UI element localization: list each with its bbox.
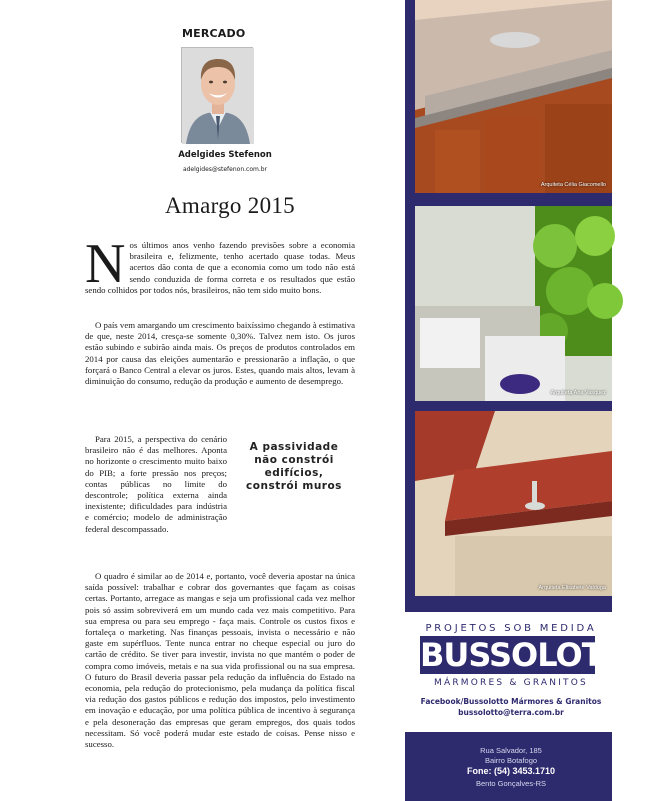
pull-quote: A passividade não constrói edifícios, constrói muros xyxy=(246,441,342,492)
ad-photo-1 xyxy=(415,0,612,193)
facebook-link[interactable]: Facebook/Bussolotto Mármores & Granitos xyxy=(420,697,602,706)
kitchen-photo-2 xyxy=(415,206,612,401)
kitchen-photo-3 xyxy=(415,411,612,596)
author-email[interactable]: adelgides@stefenon.com.br xyxy=(182,166,268,173)
brand-subtitle: MÁRMORES & GRANITOS xyxy=(434,678,588,688)
ad-photo-3 xyxy=(415,411,612,596)
ad-caption-3: Arquiteta Elisabete Valduga xyxy=(538,585,606,591)
ad-photo-2 xyxy=(415,206,612,401)
paragraph-1: Nos últimos anos venho fazendo previsões sobre a economia brasileira e, felizmente, tenho acertado quase todas. Meus acertos dão conta de que a economia como um todo não está sendo conduzida de forma correta e os resultados que estão sendo colhidos por todos nós, brasileiros, não tem sido muito bons. xyxy=(85,233,355,295)
ad-caption-1: Arquiteta Célia Giacomello xyxy=(540,182,606,188)
ad-email[interactable]: bussolotto@terra.com.br xyxy=(458,708,564,717)
paragraph-4: O quadro é similar ao de 2014 e, portanto, você deveria apostar na única saída possível: trabalhar e cobrar dos governantes que façam as coisas certas. Portanto, arregace as mangas e seja um profissional cada vez melhor pois só assim sobreviverá em um mundo cada vez mais competitivo. Para sua empresa ou para seu emprego - faça mais. Controle os custos fixos e fortaleça o marketing. Nas finanças pessoais, invista o necessário e não gaste em supérfluos. Tente nunca entrar no cheque especial ou juro do cartão de crédito. Se tiver para investir, invista no que mantém o poder de compra como imóveis, metais e na sua vida profissional ou na sua empresa. O futuro do Brasil deveria passar pela redução da influência do Estado na economia, pela redução do protecionismo, pela mudança da política fiscal via redução dos gastos públicos e redução dos impostos, pelo investimento em inovação e educação, por uma política pública de incentivo à segurança e pela desoneração das empresas que geram empregos, dos quais todos necessitam. Só você poderá mudar este estado de coisas. Pense nisso e sucesso. xyxy=(85,571,355,750)
article-body-p3 xyxy=(85,434,227,546)
author-name: Adelgides Stefenon xyxy=(178,150,272,160)
brand-logo: BUSSOLOTTO xyxy=(420,636,650,674)
paragraph-2: O país vem amargando um crescimento baixíssimo chegando à estimativa de que, neste 2014, cresça-se somente 0,30%. Talvez nem isto. Os juros estão subindo e subirão ainda mais. Os preços de produtos controlados em 2014 por causa das eleições aumentarão e pressionarão a inflação, o que forçará o Banco Central a elevar os juros. Estes, quando mais altos, levam à diminuição do consumo, redução da produção e aumento de desemprego. xyxy=(85,320,356,387)
article-body-p2 xyxy=(85,320,355,428)
dropcap: N xyxy=(85,233,126,295)
author-photo xyxy=(181,47,253,143)
kitchen-photo-1 xyxy=(415,0,612,193)
section-label: MERCADO xyxy=(182,27,246,40)
ad-street: Rua Salvador, 185 xyxy=(480,746,542,755)
paragraph-3: Para 2015, a perspectiva do cenário brasileiro não é das melhores. Aponta no horizonte o crescimento muito baixo do PIB; a forte pressão nos preços; contas públicas no limite do descontrole; política externa ainda inexistente; dificuldades para indústria e comércio; modelo de administração federal descompassado. xyxy=(85,434,227,534)
ad-tagline: PROJETOS SOB MEDIDA xyxy=(425,623,597,634)
ad-district: Bairro Botafogo xyxy=(484,756,538,765)
ad-caption-2: Arquiteta Ana Vasquez xyxy=(550,390,606,396)
article-title: Amargo 2015 xyxy=(164,193,295,218)
ad-phone: Fone: (54) 3453.1710 xyxy=(466,766,556,776)
author-portrait-graphic xyxy=(182,48,254,144)
article-body-top xyxy=(85,233,355,307)
ad-city: Bento Gonçalves-RS xyxy=(475,779,547,788)
article-body-p4 xyxy=(85,571,355,761)
